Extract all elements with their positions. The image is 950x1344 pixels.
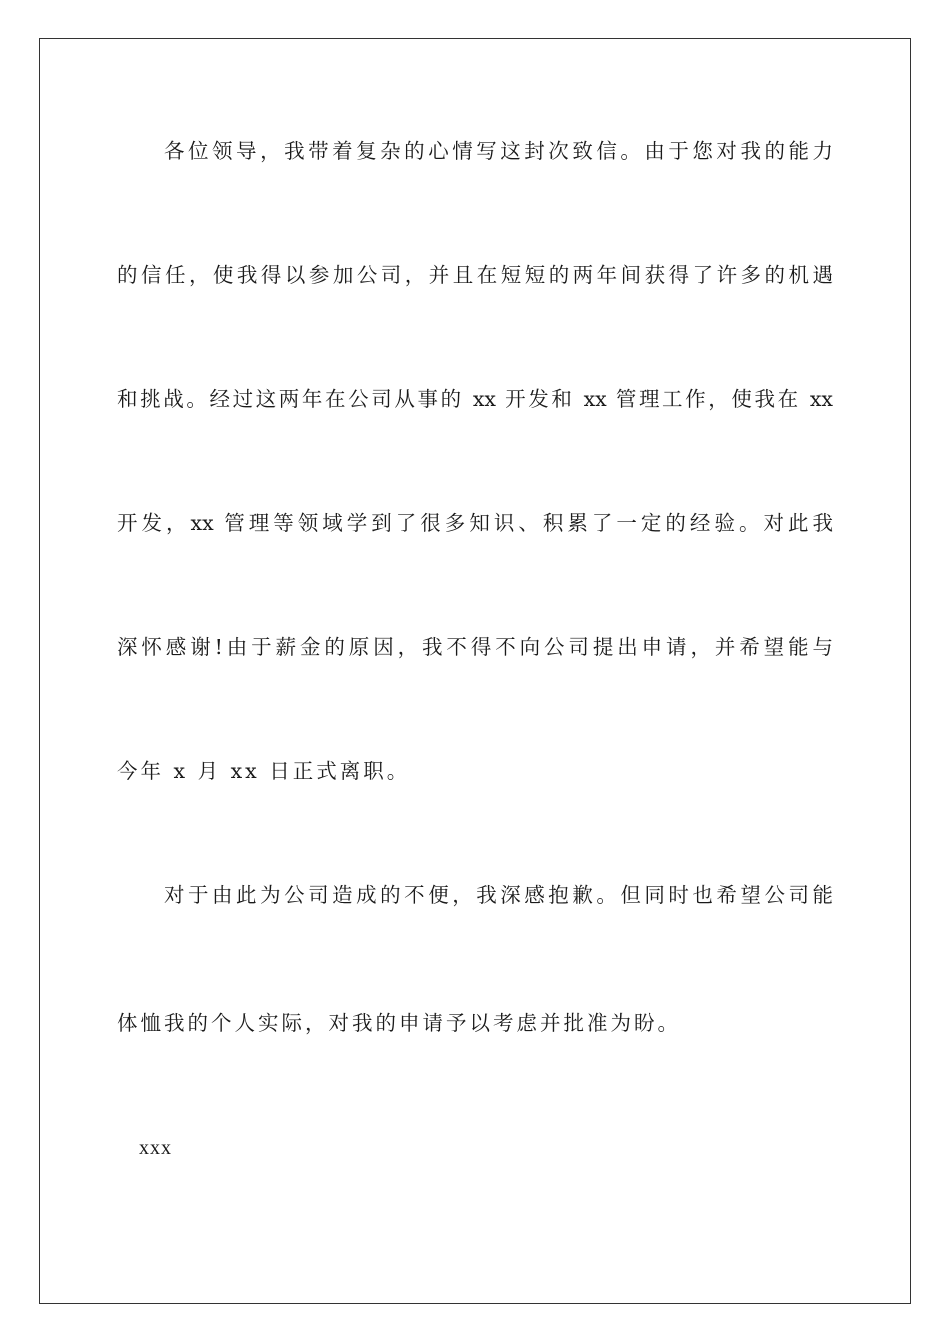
- paragraph-1-line-2: 的信任，使我得以参加公司，并且在短短的两年间获得了许多的机遇: [117, 263, 833, 287]
- paragraph-2-line-1: 对于由此为公司造成的不便，我深感抱歉。但同时也希望公司能: [164, 883, 833, 907]
- signature: xxx: [139, 1137, 172, 1159]
- paragraph-1-line-5: 深怀感谢!由于薪金的原因，我不得不向公司提出申请，并希望能与: [117, 635, 833, 659]
- paragraph-2-line-2: 体恤我的个人实际，对我的申请予以考虑并批准为盼。: [117, 1011, 681, 1035]
- paragraph-1-line-6: 今年 x 月 xx 日正式离职。: [117, 759, 411, 783]
- page-border: [39, 38, 911, 1304]
- paragraph-1-line-3: 和挑战。经过这两年在公司从事的 xx 开发和 xx 管理工作，使我在 xx: [117, 387, 833, 411]
- paragraph-1-line-1: 各位领导，我带着复杂的心情写这封次致信。由于您对我的能力: [164, 139, 833, 163]
- paragraph-1-line-4: 开发，xx 管理等领域学到了很多知识、积累了一定的经验。对此我: [117, 511, 833, 535]
